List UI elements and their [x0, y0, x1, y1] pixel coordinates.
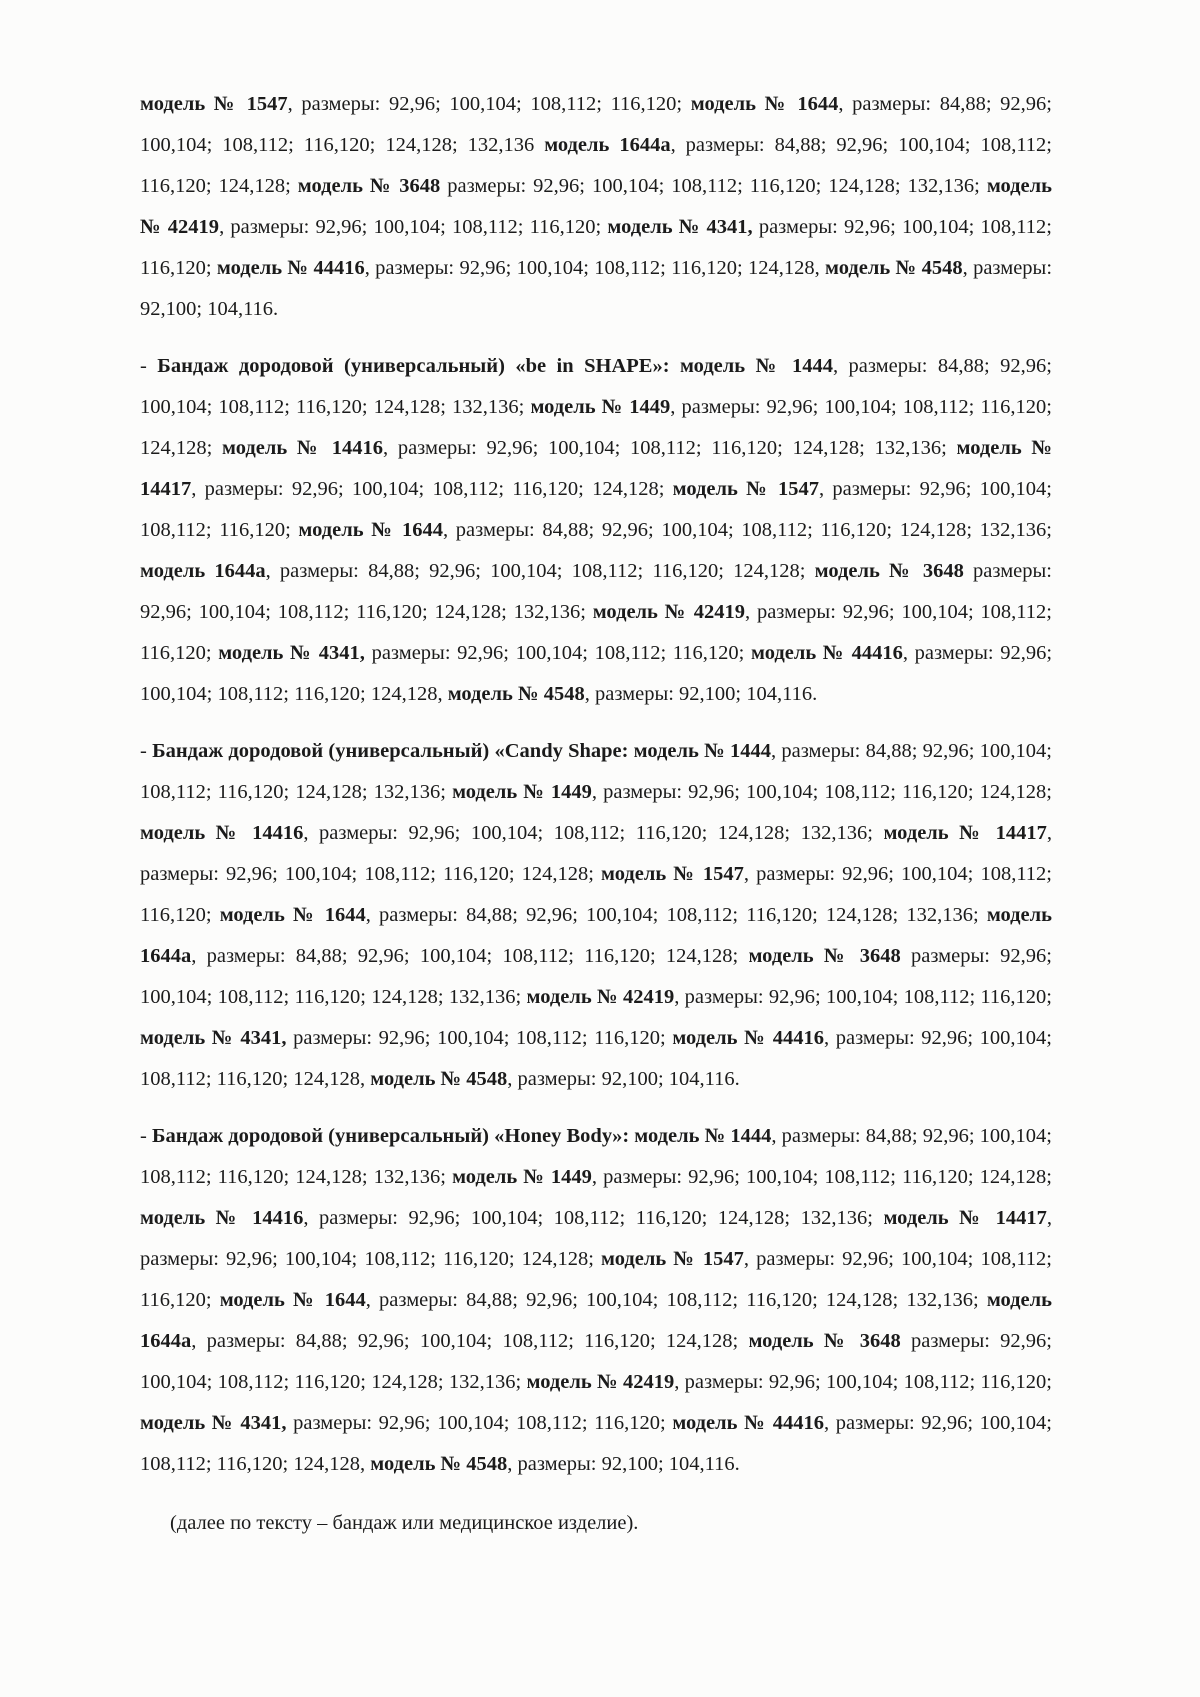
model-label: модель № 1547: [601, 863, 744, 885]
size-values: размеры: 92,96; 100,104; 108,112; 116,120; 124,128; 132,136;: [140, 1330, 1052, 1393]
size-values: , размеры: 92,96; 100,104; 108,112; 116,120; 124,128;: [191, 478, 673, 500]
size-values: , размеры: 84,88; 92,96; 100,104; 108,112; 116,120; 124,128; 132,136: [140, 93, 1053, 156]
size-values: размеры: 92,96; 100,104; 108,112; 116,120; 124,128; 132,136;: [140, 560, 1052, 623]
model-label: модель № 4548: [370, 1453, 508, 1475]
size-values: , размеры: 92,96; 100,104; 108,112; 116,120;: [140, 863, 1053, 926]
size-values: , размеры: 92,96; 100,104; 108,112; 116,120; 124,128; 132,136;: [303, 1207, 884, 1229]
size-values: , размеры: 84,88; 92,96; 100,104; 108,112; 116,120; 124,128; 132,136;: [140, 355, 1053, 418]
model-label: модель № 14417: [883, 822, 1047, 844]
model-label: модель № 1644: [219, 904, 366, 926]
size-values: , размеры: 92,96; 100,104; 108,112; 116,120; 124,128;: [140, 822, 1053, 885]
model-label: модель № 42419: [592, 601, 746, 623]
size-values: , размеры: 92,96; 100,104; 108,112; 116,120;: [140, 601, 1052, 664]
model-label: модель № 4341,: [607, 216, 753, 238]
model-label: модель № 1644: [690, 93, 839, 115]
model-label: модель № 1644: [298, 519, 444, 541]
model-label: модель № 14416: [222, 437, 383, 459]
model-label: модель № 3648: [748, 945, 901, 967]
model-label: модель № 14417: [883, 1207, 1047, 1229]
size-values: , размеры: 84,88; 92,96; 100,104; 108,112; 116,120; 124,128; 132,136;: [365, 1289, 987, 1311]
size-values: , размеры: 92,100; 104,116.: [507, 1068, 740, 1090]
model-label: модель № 4548: [447, 683, 585, 705]
size-values: , размеры: 92,96; 100,104; 108,112; 116,120;: [674, 1371, 1052, 1393]
model-label: модель № 44416: [672, 1412, 824, 1434]
model-label: модель № 3648: [748, 1330, 901, 1352]
closing-note: (далее по тексту – бандаж или медицинское изделие).: [170, 1512, 639, 1534]
model-label: модель № 1547: [672, 478, 820, 500]
model-label: модель № 1449: [452, 1166, 592, 1188]
size-values: , размеры: 84,88; 92,96; 100,104; 108,112; 116,120; 124,128; 132,136;: [443, 519, 1053, 541]
model-label: модель 1644а: [544, 134, 671, 156]
model-label: модель № 1644: [219, 1289, 366, 1311]
model-label: модель № 42419: [140, 175, 1052, 238]
model-label: модель № 14416: [140, 822, 304, 844]
size-values: , размеры: 92,96; 100,104; 108,112; 116,120; 124,128; 132,136;: [383, 437, 957, 459]
model-label: модель № 42419: [526, 1371, 675, 1393]
size-values: , размеры: 92,96; 100,104; 108,112; 116,120; 124,128;: [140, 1207, 1053, 1270]
size-values: размеры: 92,96; 100,104; 108,112; 116,120; 124,128; 132,136;: [440, 175, 987, 197]
para-candy-shape: [140, 731, 1052, 1100]
size-values: -: [140, 1125, 152, 1147]
size-values: , размеры: 84,88; 92,96; 100,104; 108,112; 116,120; 124,128; 132,136;: [365, 904, 987, 926]
model-label: модель № 14416: [140, 1207, 304, 1229]
size-values: размеры: 92,96; 100,104; 108,112; 116,120;: [364, 642, 751, 664]
size-values: -: [140, 355, 158, 377]
size-values: , размеры: 92,96; 100,104; 108,112; 116,120; 124,128,: [140, 1412, 1052, 1475]
model-label: модель № 3648: [297, 175, 441, 197]
size-values: , размеры: 92,96; 100,104; 108,112; 116,120;: [287, 93, 691, 115]
size-values: , размеры: 84,88; 92,96; 100,104; 108,112; 116,120; 124,128; 132,136;: [140, 1125, 1052, 1188]
size-values: размеры: 92,96; 100,104; 108,112; 116,120;: [286, 1412, 673, 1434]
para-be-in-shape: [140, 346, 1052, 715]
model-label: модель 1644а: [140, 904, 1052, 967]
model-label: модель № 1449: [530, 396, 671, 418]
size-values: , размеры: 92,96; 100,104; 108,112; 116,120; 124,128,: [364, 257, 826, 279]
document-body: [140, 84, 1052, 1544]
model-label: модель № 44416: [672, 1027, 824, 1049]
size-values: , размеры: 92,96; 100,104; 108,112; 116,120;: [219, 216, 608, 238]
size-values: , размеры: 92,100; 104,116.: [140, 257, 1053, 320]
model-label: модель 1644а: [140, 1289, 1052, 1352]
model-label: модель № 4341,: [218, 642, 365, 664]
size-values: -: [140, 740, 153, 762]
size-values: , размеры: 84,88; 92,96; 100,104; 108,112; 116,120; 124,128; 132,136;: [140, 740, 1052, 803]
model-label: Бандаж дородовой (универсальный) «Honey Body»: модель № 1444: [151, 1125, 772, 1147]
size-values: , размеры: 92,96; 100,104; 108,112; 116,120; 124,128,: [140, 642, 1053, 705]
size-values: , размеры: 84,88; 92,96; 100,104; 108,112; 116,120; 124,128;: [191, 1330, 749, 1352]
size-values: , размеры: 92,96; 100,104; 108,112; 116,120;: [674, 986, 1052, 1008]
size-values: , размеры: 84,88; 92,96; 100,104; 108,112; 116,120; 124,128;: [191, 945, 749, 967]
size-values: , размеры: 84,88; 92,96; 100,104; 108,112; 116,120; 124,128;: [140, 134, 1053, 197]
model-label: модель № 1547: [601, 1248, 744, 1270]
model-label: модель № 3648: [814, 560, 964, 582]
model-label: Бандаж дородовой (универсальный) «be in SHAPE»: модель № 1444: [157, 355, 833, 377]
size-values: , размеры: 92,96; 100,104; 108,112; 116,120; 124,128; 132,136;: [303, 822, 884, 844]
size-values: размеры: 92,96; 100,104; 108,112; 116,120;: [140, 216, 1052, 279]
para-honey-body: [140, 1116, 1052, 1485]
model-label: модель № 14417: [140, 437, 1053, 500]
size-values: , размеры: 92,96; 100,104; 108,112; 116,120;: [140, 1248, 1053, 1311]
size-values: , размеры: 92,100; 104,116.: [584, 683, 818, 705]
paragraph-list: [140, 84, 1052, 1485]
size-values: , размеры: 92,96; 100,104; 108,112; 116,120;: [140, 478, 1053, 541]
size-values: , размеры: 92,96; 100,104; 108,112; 116,120; 124,128;: [140, 396, 1052, 459]
model-label: модель № 4341,: [140, 1412, 287, 1434]
size-values: , размеры: 92,96; 100,104; 108,112; 116,120; 124,128;: [591, 1166, 1053, 1188]
size-values: , размеры: 92,96; 100,104; 108,112; 116,120; 124,128;: [591, 781, 1053, 803]
model-label: модель № 4548: [825, 257, 963, 279]
size-values: , размеры: 92,96; 100,104; 108,112; 116,120; 124,128,: [140, 1027, 1052, 1090]
model-label: Бандаж дородовой (универсальный) «Candy Shape: модель № 1444: [152, 740, 772, 762]
model-label: модель 1644а: [140, 560, 266, 582]
model-label: модель № 44416: [751, 642, 903, 664]
size-values: , размеры: 84,88; 92,96; 100,104; 108,112; 116,120; 124,128;: [265, 560, 815, 582]
model-label: модель № 4341,: [140, 1027, 287, 1049]
model-label: модель № 1449: [452, 781, 592, 803]
model-label: модель № 44416: [216, 257, 365, 279]
model-label: модель № 4548: [370, 1068, 508, 1090]
para-continuation: [140, 84, 1052, 330]
size-values: , размеры: 92,100; 104,116.: [507, 1453, 740, 1475]
size-values: размеры: 92,96; 100,104; 108,112; 116,120;: [286, 1027, 673, 1049]
model-label: модель № 42419: [526, 986, 675, 1008]
model-label: модель № 1547: [140, 93, 288, 115]
size-values: размеры: 92,96; 100,104; 108,112; 116,120; 124,128; 132,136;: [140, 945, 1052, 1008]
